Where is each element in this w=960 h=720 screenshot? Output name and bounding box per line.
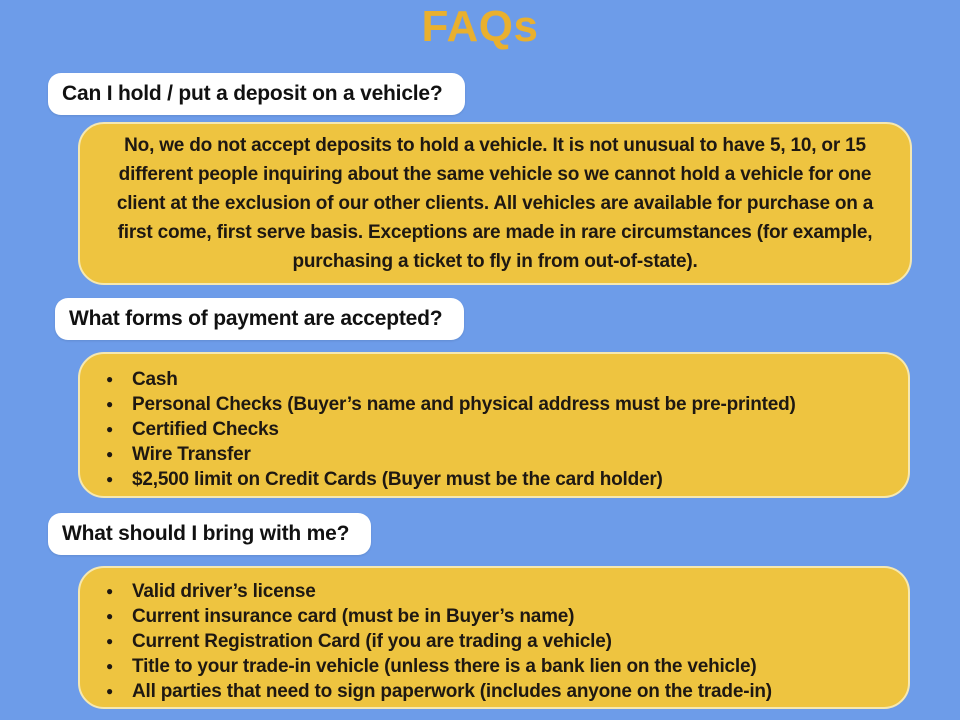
question-text: What should I bring with me?	[62, 522, 350, 545]
list-item-text: Personal Checks (Buyer’s name and physical address must be pre-printed)	[132, 394, 796, 415]
bullet-icon: ●	[106, 609, 114, 623]
bullet-icon: ●	[106, 634, 114, 648]
list-item-text: Title to your trade-in vehicle (unless there is a bank lien on the vehicle)	[132, 656, 757, 677]
question-text: What forms of payment are accepted?	[69, 307, 443, 330]
bullet-icon: ●	[106, 372, 114, 386]
list-item	[106, 630, 890, 655]
bullet-icon: ●	[106, 422, 114, 436]
question-text: Can I hold / put a deposit on a vehicle?	[62, 82, 443, 105]
list-item	[106, 468, 890, 493]
list-item	[106, 418, 890, 443]
list-item-text: Wire Transfer	[132, 444, 251, 465]
page-title: FAQs	[421, 2, 539, 51]
list-item	[106, 368, 890, 393]
list-item	[106, 443, 890, 468]
payment-list	[80, 354, 908, 493]
list-item-text: Current insurance card (must be in Buyer’s name)	[132, 606, 575, 627]
list-item	[106, 605, 890, 630]
list-item-text: $2,500 limit on Credit Cards (Buyer must be the card holder)	[132, 469, 663, 490]
bullet-icon: ●	[106, 684, 114, 698]
list-item-text: Certified Checks	[132, 419, 279, 440]
bullet-icon: ●	[106, 472, 114, 486]
list-item	[106, 580, 890, 605]
answer-box-payment	[78, 352, 910, 498]
list-item-text: Cash	[132, 369, 178, 390]
answer-box-deposit	[78, 122, 912, 285]
list-item	[106, 655, 890, 680]
list-item	[106, 393, 890, 418]
bring-list	[80, 568, 908, 705]
question-box-bring	[48, 513, 371, 555]
bullet-icon: ●	[106, 584, 114, 598]
question-box-payment	[55, 298, 464, 340]
list-item-text: Valid driver’s license	[132, 581, 316, 602]
bullet-icon: ●	[106, 447, 114, 461]
list-item-text: All parties that need to sign paperwork (includes anyone on the trade-in)	[132, 681, 772, 702]
bullet-icon: ●	[106, 659, 114, 673]
bullet-icon: ●	[106, 397, 114, 411]
question-box-deposit	[48, 73, 465, 115]
answer-box-bring	[78, 566, 910, 709]
answer-text: No, we do not accept deposits to hold a vehicle. It is not unusual to have 5, 10, or 15 different people inquiring about the same vehicle so we cannot hold a vehicle for one client at the exclusion of our other clients. All vehicles are available for purchase on a first come, first serve basis. Exceptions are made in rare circumstances (for example, purchasing a ticket to fly in from out-of-state).	[116, 135, 874, 272]
list-item-text: Current Registration Card (if you are trading a vehicle)	[132, 631, 612, 652]
list-item	[106, 680, 890, 705]
